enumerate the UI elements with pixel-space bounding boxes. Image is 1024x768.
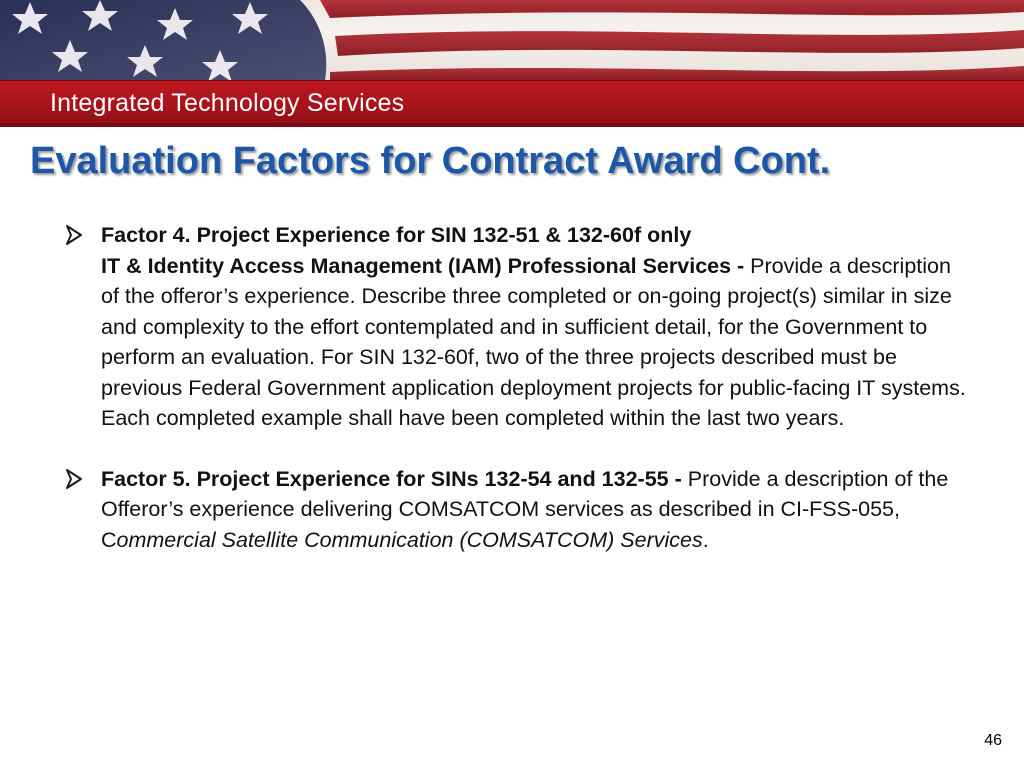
factor5-italic: ommercial Satellite Communication (COMSATCOM) Services: [116, 527, 703, 552]
slide-content: [60, 220, 972, 555]
slide-title: Evaluation Factors for Contract Award Cont.: [30, 140, 831, 182]
bullet-item: [60, 464, 972, 556]
header-title: Integrated Technology Services: [50, 89, 405, 117]
factor5-body: Provide a description of the Offeror’s experience delivering COMSATCOM services as described in CI-FSS-055, C: [101, 466, 949, 552]
arrow-bullet-icon: [64, 468, 84, 490]
page-number: 46: [984, 732, 1002, 749]
header-stripe: [0, 123, 1024, 127]
factor5-end: .: [702, 527, 709, 552]
factor4-subheading: IT & Identity Access Management (IAM) Professional Services -: [101, 253, 751, 278]
factor4-heading: Factor 4. Project Experience for SIN 132-51 & 132-60f only: [101, 223, 692, 247]
us-flag-image: [0, 0, 1024, 80]
factor4-body: Provide a description of the offeror’s experience. Describe three completed or on-going project(s) similar in size and complexity to the effort contemplated and in sufficient detail, for the Government to perform an evaluation. For SIN 132-60f, two of the three projects described must be previous Federal Government application deployment projects for public-facing IT systems. Each completed example shall have been completed within the last two years.: [101, 253, 966, 430]
arrow-bullet-icon: [64, 224, 84, 246]
header-bar: [0, 80, 1024, 127]
factor5-heading: Factor 5. Project Experience for SINs 132-54 and 132-55 -: [101, 466, 688, 491]
flag-banner: [0, 0, 1024, 80]
bullet-item: [60, 220, 972, 434]
